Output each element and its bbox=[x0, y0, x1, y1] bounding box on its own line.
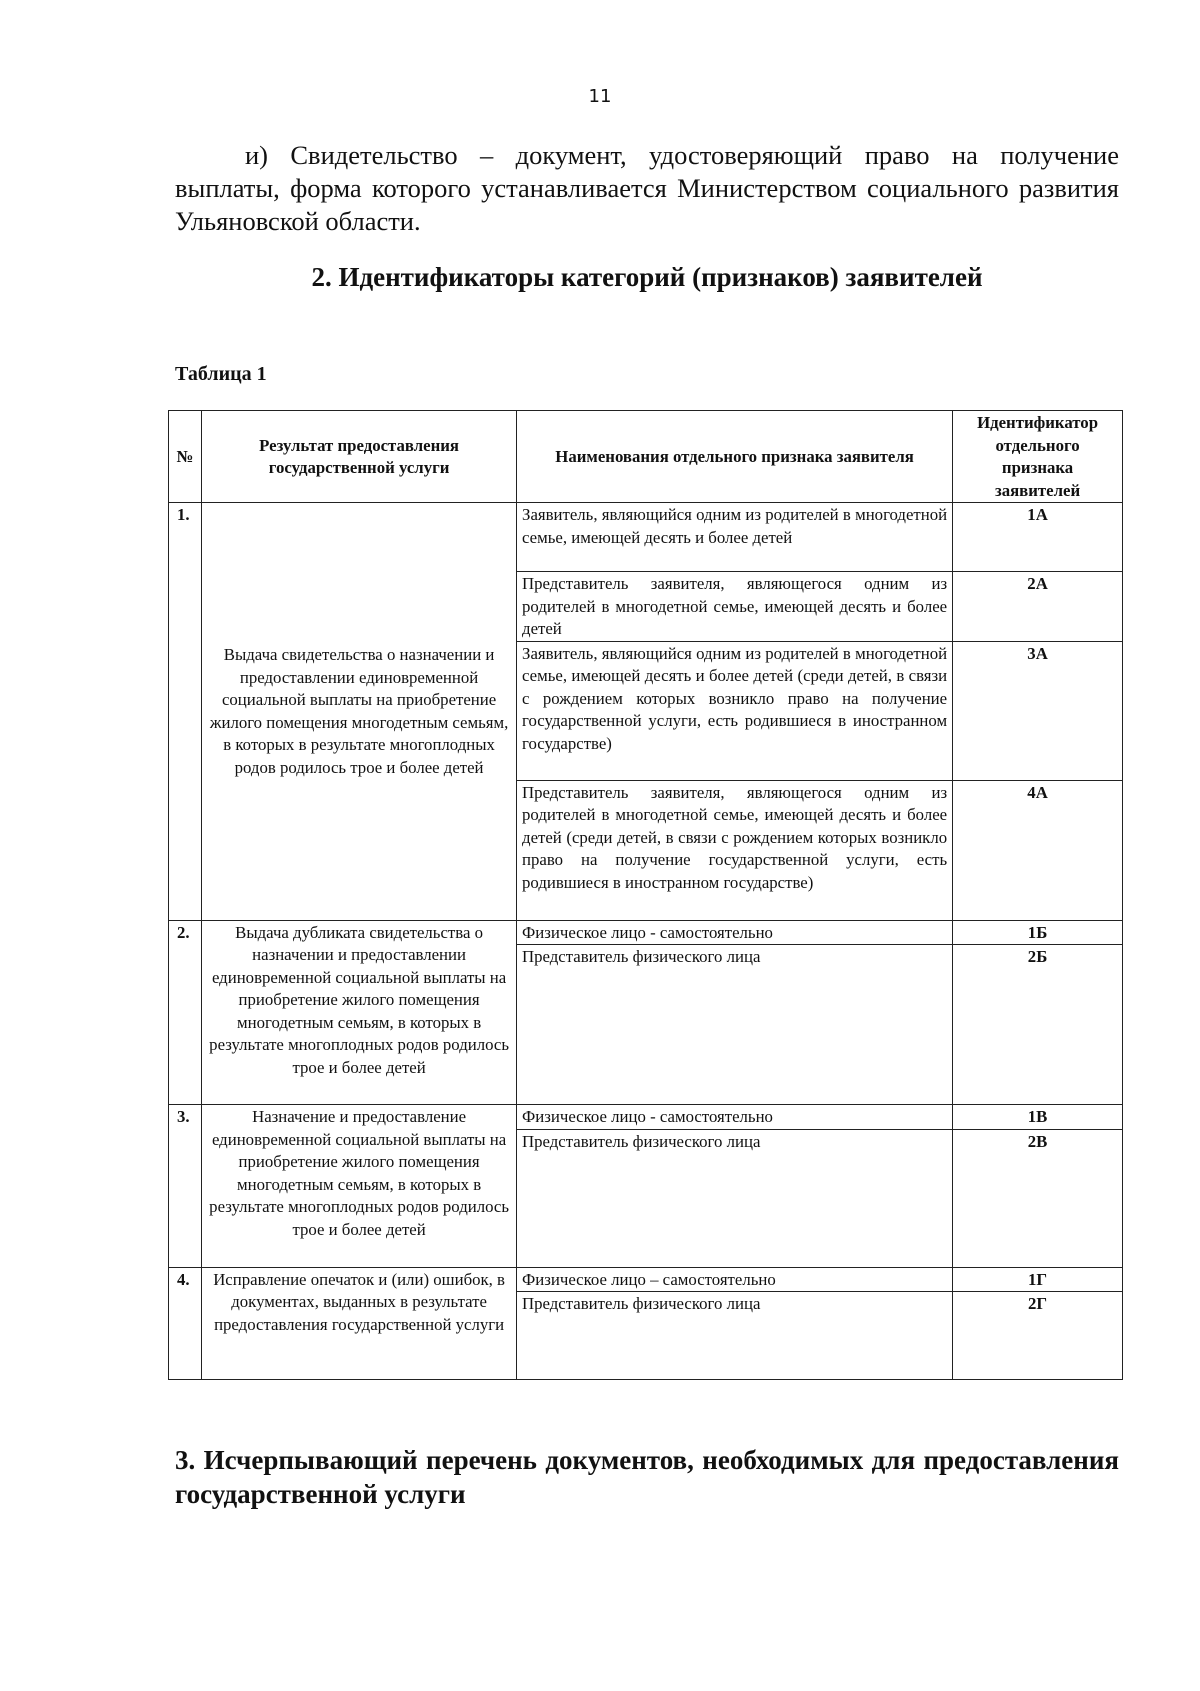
section-3-title: 3. Исчерпывающий перечень документов, необходимых для предоставления государственной услуги bbox=[175, 1445, 1119, 1509]
table-caption: Таблица 1 bbox=[175, 363, 267, 385]
identifier: 3А bbox=[953, 641, 1123, 780]
row-number: 4. bbox=[169, 1267, 202, 1380]
identifier: 2А bbox=[953, 572, 1123, 642]
applicant-identifiers-table bbox=[168, 410, 1123, 1380]
attribute-name: Представитель физического лица bbox=[517, 1292, 953, 1380]
identifier: 1Б bbox=[953, 920, 1123, 945]
service-result: Назначение и предоставление единовременной социальной выплаты на приобретение жилого помещения многодетным семьям, в которых в результате многоплодных родов родилось трое и более детей bbox=[202, 1105, 517, 1268]
header-result: Результат предоставления государственной услуги bbox=[202, 411, 517, 503]
row-number: 1. bbox=[169, 503, 202, 921]
header-num: № bbox=[169, 411, 202, 503]
identifier: 1Г bbox=[953, 1267, 1123, 1292]
identifier: 1А bbox=[953, 503, 1123, 572]
page-number: 11 bbox=[588, 86, 612, 107]
header-identifier: Идентификатор отдельного признака заявителей bbox=[953, 411, 1123, 503]
table-row bbox=[169, 920, 1123, 945]
table-row bbox=[169, 503, 1123, 572]
identifier: 4А bbox=[953, 780, 1123, 920]
header-attribute: Наименования отдельного признака заявителя bbox=[517, 411, 953, 503]
attribute-name: Представитель заявителя, являющегося одним из родителей в многодетной семье, имеющей десять и более детей bbox=[517, 572, 953, 642]
attribute-name: Представитель физического лица bbox=[517, 945, 953, 1105]
section-2-title: 2. Идентификаторы категорий (признаков) заявителей bbox=[311, 262, 983, 292]
service-result: Выдача дубликата свидетельства о назначении и предоставлении единовременной социальной выплаты на приобретение жилого помещения многодетным семьям, в которых в результате многоплодных родов родилось трое и более детей bbox=[202, 920, 517, 1105]
attribute-name: Физическое лицо - самостоятельно bbox=[517, 1105, 953, 1130]
row-number: 3. bbox=[169, 1105, 202, 1268]
identifier: 2Г bbox=[953, 1292, 1123, 1380]
identifier: 1В bbox=[953, 1105, 1123, 1130]
attribute-name: Заявитель, являющийся одним из родителей в многодетной семье, имеющей десять и более детей (среди детей, в связи с рождением которых возникло право на получение государственной услуги, есть родившиеся в иностранном государстве) bbox=[517, 641, 953, 780]
identifier: 2В bbox=[953, 1129, 1123, 1267]
table-row bbox=[169, 1105, 1123, 1130]
identifier: 2Б bbox=[953, 945, 1123, 1105]
service-result: Исправление опечаток и (или) ошибок, в документах, выданных в результате предоставления государственной услуги bbox=[202, 1267, 517, 1380]
table-row bbox=[169, 1267, 1123, 1292]
table-header bbox=[169, 411, 1123, 503]
attribute-name: Представитель заявителя, являющегося одним из родителей в многодетной семье, имеющей десять и более детей (среди детей, в связи с рождением которых возникло право на получение государственной услуги, есть родившиеся в иностранном государстве) bbox=[517, 780, 953, 920]
attribute-name: Представитель физического лица bbox=[517, 1129, 953, 1267]
intro-paragraph: и) Свидетельство – документ, удостоверяющий право на получение выплаты, форма которого устанавливается Министерством социального развития Ульяновской области. bbox=[175, 140, 1119, 236]
attribute-name: Физическое лицо – самостоятельно bbox=[517, 1267, 953, 1292]
attribute-name: Заявитель, являющийся одним из родителей в многодетной семье, имеющей десять и более детей bbox=[517, 503, 953, 572]
service-result: Выдача свидетельства о назначении и предоставлении единовременной социальной выплаты на приобретение жилого помещения многодетным семьям, в которых в результате многоплодных родов родилось трое и более детей bbox=[202, 503, 517, 921]
table-body bbox=[169, 503, 1123, 1380]
attribute-name: Физическое лицо - самостоятельно bbox=[517, 920, 953, 945]
row-number: 2. bbox=[169, 920, 202, 1105]
